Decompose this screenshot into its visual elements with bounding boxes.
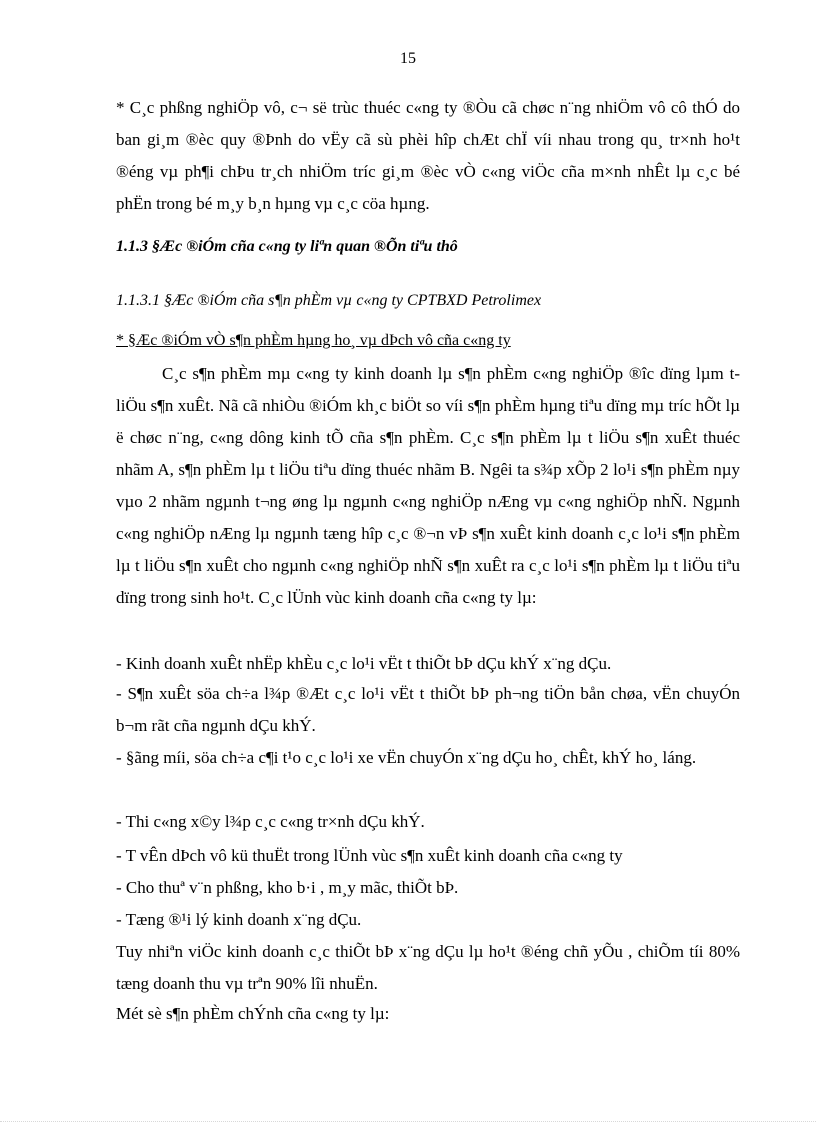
list-item: - Kinh doanh xuÊt nhËp khÈu c¸c lo¹i vËt t thiÕt bÞ dÇu khÝ x¨ng dÇu.	[116, 654, 612, 673]
underlined-heading: * §Æc ®iÓm vÒ s¶n phÈm hµng ho¸ vµ dÞch vô cña c«ng ty	[116, 332, 511, 349]
main-paragraph: C¸c s¶n phÈm mµ c«ng ty kinh doanh lµ s¶n phÈm c«ng nghiÖp ®îc dïng lµm t liÖu s¶n xuÊt. Nã cã nhiÒu ®iÓm kh¸c biÖt so víi s¶n phÈm hµng tiªu dïng mµ tríc hÕt lµ ë chøc n¨ng, c«ng dông kinh tÕ cña s¶n phÈm. C¸c s¶n phÈm lµ t liÖu s¶n xuÊt thuéc nhãm A, s¶n phÈm lµ t liÖu tiªu dïng thuéc nhãm B. Ngêi ta s¾p xÕp 2 lo¹i s¶n phÈm nµy vµo 2 nhãm ngµnh t¬ng øng lµ ngµnh c«ng nghiÖp nÆng vµ c«ng nghiÖp nhÑ. Ngµnh c«ng nghiÖp nÆng lµ ngµnh tæng hîp c¸c ®¬n vÞ s¶n xuÊt kinh doanh c¸c lo¹i s¶n phÈm lµ t liÖu s¶n xuÊt cho ngµnh c«ng nghiÖp nhÑ s¶n xuÊt ra c¸c lo¹i s¶n phÈm lµ t liÖu tiªu dïng trong sinh ho¹t. C¸c lÜnh vùc kinh doanh cña c«ng ty lµ:	[116, 364, 740, 607]
section-heading: 1.1.3 §Æc ®iÓm cña c«ng ty liªn quan ®Õn tiªu thô	[116, 238, 458, 255]
list-item: - Thi c«ng x©y l¾p c¸c c«ng tr×nh dÇu khÝ.	[116, 812, 425, 831]
list-item: - S¶n xuÊt söa ch÷a l¾p ®Æt c¸c lo¹i vËt t thiÕt bÞ ph¬ng tiÖn bån chøa, vËn chuyÓn b¬m rãt cña ngµnh dÇu khÝ.	[116, 684, 740, 735]
subsection-heading: 1.1.3.1 §Æc ®iÓm cña s¶n phÈm vµ c«ng ty CPTBXD Petrolimex	[116, 292, 542, 309]
page-number: 15	[400, 50, 416, 67]
list-item: - Tæng ®¹i lý kinh doanh x¨ng dÇu.	[116, 910, 362, 929]
list-item: - T vÊn dÞch vô kü thuËt trong lÜnh vùc s¶n xuÊt kinh doanh cña c«ng ty	[116, 846, 623, 865]
list-item: - §ãng míi, söa ch÷a c¶i t¹o c¸c lo¹i xe vËn chuyÓn x¨ng dÇu ho¸ chÊt, khÝ ho¸ láng.	[116, 748, 697, 767]
intro-paragraph: * C¸c phßng nghiÖp vô, c¬ së trùc thuéc c«ng ty ®Òu cã chøc n¨ng nhiÖm vô cô thÓ do ban gi¸m ®èc quy ®Þnh do vËy cã sù phèi hîp chÆt chÏ víi nhau trong qu¸ tr×nh ho¹t ®éng vµ ph¶i chÞu tr¸ch nhiÖm tríc gi¸m ®èc vÒ c«ng viÖc cña m×nh nhÊt lµ c¸c bé phËn trong bé m¸y b¸n hµng vµ c¸c cöa hµng.	[116, 98, 740, 213]
list-item: - Cho thuª v¨n phßng, kho b·i , m¸y mãc, thiÕt bÞ.	[116, 878, 459, 897]
final-line: Mét sè s¶n phÈm chÝnh cña c«ng ty lµ:	[116, 1004, 390, 1023]
closing-paragraph: Tuy nhiªn viÖc kinh doanh c¸c thiÕt bÞ x¨ng dÇu lµ ho¹t ®éng chñ yÕu , chiÕm tíi 80% tæng doanh thu vµ trªn 90% lîi nhuËn.	[116, 942, 740, 993]
